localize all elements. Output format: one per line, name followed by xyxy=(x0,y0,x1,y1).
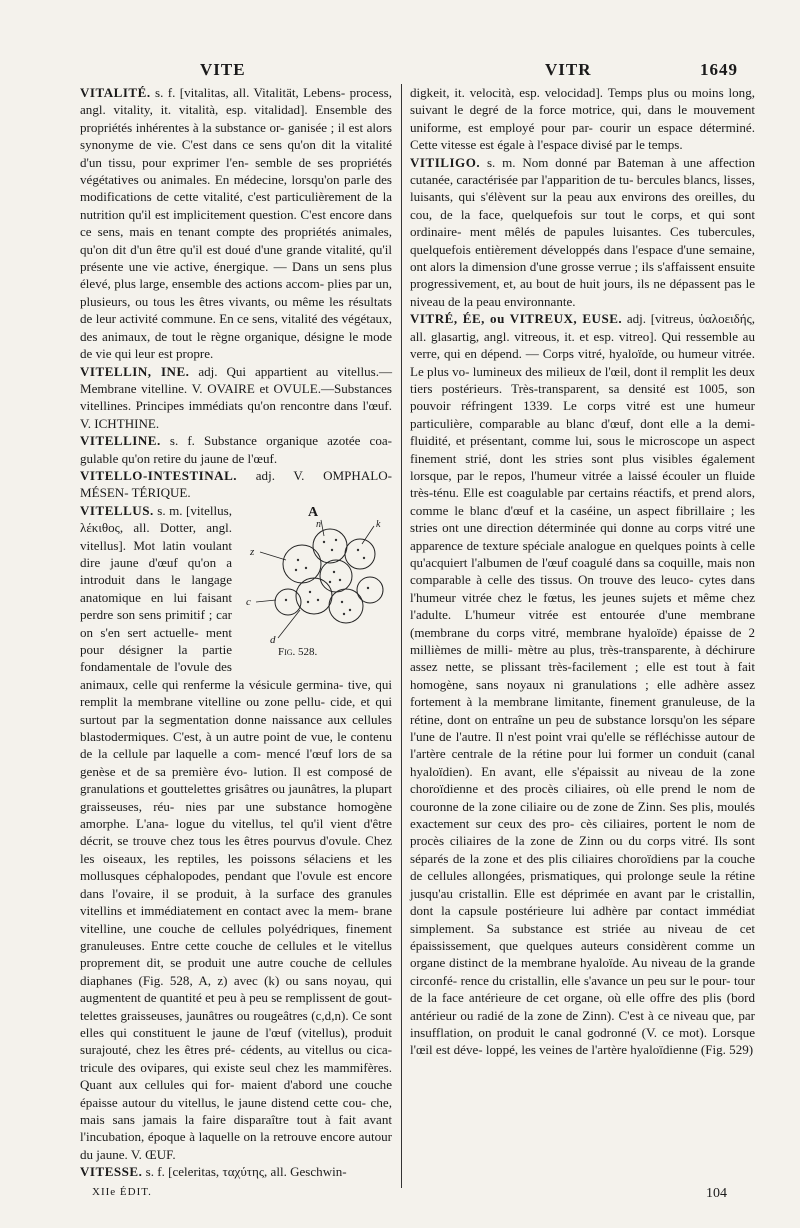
entry-headword: VITELLO-INTESTINAL. xyxy=(80,467,238,483)
figure-label-a: A xyxy=(308,504,319,520)
running-header-center: VITR xyxy=(545,60,592,79)
figure-label-c: c xyxy=(246,595,251,608)
entry-headword: VITELLUS. xyxy=(80,502,154,518)
entry-headword: VITILIGO. xyxy=(410,154,481,170)
right-column xyxy=(410,84,755,1059)
figure-caption: Fig. 528. xyxy=(278,645,318,658)
entry-body: s. m. Nom donné par Bateman à une affection cutanée, caractérisée par l'apparition de tu- bercules blancs, lisses, luisants, qui s'élèvent sur la peau aux environs des oreilles, du cou, de la face, quelquefois sur tout le corps, et qui sont ordinaire- ment mêlés de papules luisantes. Ces tubercules, quelquefois entièrement développés dans l'espace d'une semaine, ont alors la dimension d'une grosse verrue ; ils s'affaissent ensuite progressivement, et, au bout de huit jours, ils ne dépassent pas le niveau de la peau environnante. xyxy=(410,154,755,309)
page-number: 1649 xyxy=(700,60,738,79)
entry-vitellin xyxy=(80,363,392,433)
figure-528 xyxy=(238,506,396,666)
column-divider xyxy=(401,84,402,1188)
figure-label-d: d xyxy=(270,633,276,646)
entry-vitellus xyxy=(80,502,392,1163)
left-column xyxy=(80,84,392,1181)
entry-vitello-intestinal xyxy=(80,467,392,502)
entry-body: s. m. [vitellus, λέκιθος, all. Dotter, angl. vitellus]. Mot latin voulant dire jaune d'œuf qu'on a introduit dans le langage anatomique en lui faisant perdre son sens primitif ; car on s'en sert actuelle- ment pour désigner la partie fondamentale de l'ovule des animaux, celle qui renferme la vésicule germina- tive, qui remplit la membrane vitelline ou zone pellu- cide, et qui surtout par la segmentation donne naissance aux cellules blastodermiques. C'est, à un autre point de vue, le contenu de la cellule par laquelle a com- mencé l'œuf lors de sa genèse et de sa première évo- lution. Il est composé de granulations et gouttelettes grisâtres ou jaunâtres, la plupart graisseuses, réu- nies par une substance homogène amorphe. L'ana- logue du vitellus, tel qu'il vient d'être décrit, se trouve chez tous les êtres pourvus d'ovule. Chez les oiseaux, les reptiles, les poissons sélaciens et les mollusques céphalopodes, pendant que l'ovule est encore dans l'ovaire, il se produit, à la surface des granules vitellins et immédiatement en contact avec la mem- brane vitelline, une couche de cellules polyédriques, finement granuleuses. Entre cette couche de cellules et le vitellus proprement dit, se produit une autre couche de cellules diaphanes (Fig. 528, A, z) avec (k) ou sans noyau, qui augmentent de quantité et peu à peu se remplissent de gout- telettes graisseuses, jaunâtres ou rougeâtres (c,d,n). Ce sont elles qui constituent le jaune de l'œuf (vitellus), produit surajouté, chez les êtres pré- cédents, au vitellus ou cica- tricule des ovipares, qui existe seul chez les mammifères. Quant aux cellules qui for- maient d'abord une couche épaisse autour du vitellus, le jaune distend cette cou- che, mais sans jamais la faire disparaître tout à fait avant l'incubation, époque à laquelle on la retrouve encore autour du jaune. V. ŒUF. xyxy=(80,502,392,1162)
entry-headword: VITESSE. xyxy=(80,1164,143,1180)
entry-vitiligo xyxy=(410,154,755,311)
entry-body: adj. [vitreus, ὑαλοειδής, all. glasartig, angl. vitreous, it. et esp. vitreo]. Qui ressemble au verre, qui en dépend. — Corps vitré, hyaloïde, ou humeur vitrée. Le plus vo- lumineux des milieux de l'œil, dont il remplit les deux tiers postérieurs. Très-transparent, sa densité est 1005, son pouvoir réfringent 1339. Le corps vitré est une humeur particulière, comparable au blanc d'œuf, dont elle a la demi-fluidité, et présentant, comme lui, sous le microscope un aspect finement strié, dont les stries sont plus visibles également lorsque, par le repos, l'humeur vitrée a laissé écouler un fluide très-ténu. Elle est coagulable par certains réactifs, et prend alors, comme le blanc d'œuf et la caséine, un aspect fibrillaire ; les stries ont une direction déterminée qui donne au corps vitré une apparence de texture spéciale analogue en quelques points à celle qu'acquiert l'albumen de l'œuf coagulé dans sa coquille, mais non comparable à celle des tissus. On trouve des leuco- cytes dans l'humeur vitrée chez le fœtus, les jeunes sujets et même chez l'adulte. L'humeur vitrée est entourée d'une membrane (membrane du corps vitré, membrane hyaloïde) épaisse de 2 millièmes de milli- mètre au plus, très-transparente, à déchirure assez nette, se plissant très-facilement ; elle est tout à fait homogène, sans noyaux ni granulations ; elle adhère assez fortement à la membrane limitante, finement granuleuse, de la rétine, dont on entraîne un peu de substance lorsqu'on les sépare l'une de l'autre. Il n'est point vrai qu'elle se réfléchisse autour de l'artère centrale de la rétine pour lui former un conduit (canal hyaloïdien). En avant, elle s'épaissit au niveau de la zone choroïdienne et des procès ciliaires, où elle prend le nom de couronne de la zone ciliaire ou de zone de Zinn. Ses plis, moulés exactement sur ceux des pro- cès ciliaires, portent le nom de procès ciliaires de la zone de Zinn ou du corps vitré. Ils sont séparés de la zone et des plis ciliaires choroïdiens par la couche de cellules allongées, prismatiques, qui prolonge seule la rétine jusqu'au cristallin. Elle est déprimée en avant par le cristallin, dont la capsule postérieure lui adhère par contact immédiat simplement. Sa substance est striée au niveau de cet épaississement, que quelques auteurs considèrent comme un organe distinct de la membrane hyaloïde. Au niveau de la grande circonfé- rence du cristallin, elle s'avance un peu sur le pour- tour de la face antérieure de cet organe, où elle offre des plis (bord antérieur ou radié de la zone de Zinn). C'est à ce niveau que, par insufflation, on produit le canal godronné (V. ce mot). Lorsque l'œil est déve- loppé, les veines de l'artère hyaloïdienne (Fig. 529) xyxy=(410,311,755,1058)
entry-body: adj. Qui appartient au vitellus.— Membrane vitelline. V. OVAIRE et OVULE.—Substances vitellines. Principes immédiats qu'on rencontre dans l'œuf. V. ICHTHINE. xyxy=(80,363,393,431)
figure-label-z: z xyxy=(250,545,255,558)
entry-headword: VITELLINE. xyxy=(80,433,161,449)
signature-number: 104 xyxy=(706,1186,727,1201)
figure-label-k: k xyxy=(376,518,381,530)
entry-body: s. f. [vitalitas, all. Vitalität, Lebens- process, angl. vitality, it. vitalità, esp. vitalidad]. Ensemble des propriétés inhérentes à la substance or- ganisée ; il est alors synonyme de vie. C'est dans ce sens qu'on dit la vitalité d'un tissu, pour exprimer l'en- semble de ses propriétés végétatives ou animales. En médecine, lorsqu'on parle des modifications de cette vitalité, c'est particulièrement de la nutrition qu'il est implicitement question. C'est encore dans ce sens, mais en tenant compte des propriétés animales, qu'on dit d'un être qu'il est doué d'une grande vitalité, qu'il présente une vie active, énergique. — Dans un sens plus élevé, plus large, ensemble des actions accom- plies par un, plusieurs, ou tous les êtres vivants, ou même les résultats de leur activité commune. En ce sens, vitalité des végétaux, des animaux, de tout le règne organique, désigne le mode de vie qui leur est propre. xyxy=(80,85,392,362)
entry-body: s. f. [celeritas, ταχύτης, all. Geschwin- xyxy=(142,1164,347,1180)
entry-vitesse xyxy=(80,1163,392,1180)
entry-vitalite xyxy=(80,84,392,363)
entry-vitelline xyxy=(80,432,392,467)
entry-body: s. f. Substance organique azotée coa- gulable qu'on retire du jaune de l'œuf. xyxy=(80,433,392,466)
running-header-left: VITE xyxy=(200,60,246,79)
entry-vitre xyxy=(410,310,755,1058)
entry-vitesse-continued: digkeit, it. velocità, esp. velocidad]. Temps plus ou moins long, suivant le degré de la force motrice, qui, dans le mouvement uniforme, est employé pour par- courir un espace déterminé. Cette vitesse est égale à l'espace divisé par le temps. xyxy=(410,85,755,153)
figure-label-n: n xyxy=(316,518,321,530)
entry-headword: VITALITÉ. xyxy=(80,85,151,100)
entry-headword: VITELLIN, INE. xyxy=(80,363,190,379)
entry-headword: VITRÉ, ÉE, ou VITREUX, EUSE. xyxy=(410,311,623,327)
entry-body: adj. V. OMPHALO-MÉSEN- TÉRIQUE. xyxy=(80,467,392,501)
edition-note: XIIe ÉDIT. xyxy=(92,1186,152,1198)
